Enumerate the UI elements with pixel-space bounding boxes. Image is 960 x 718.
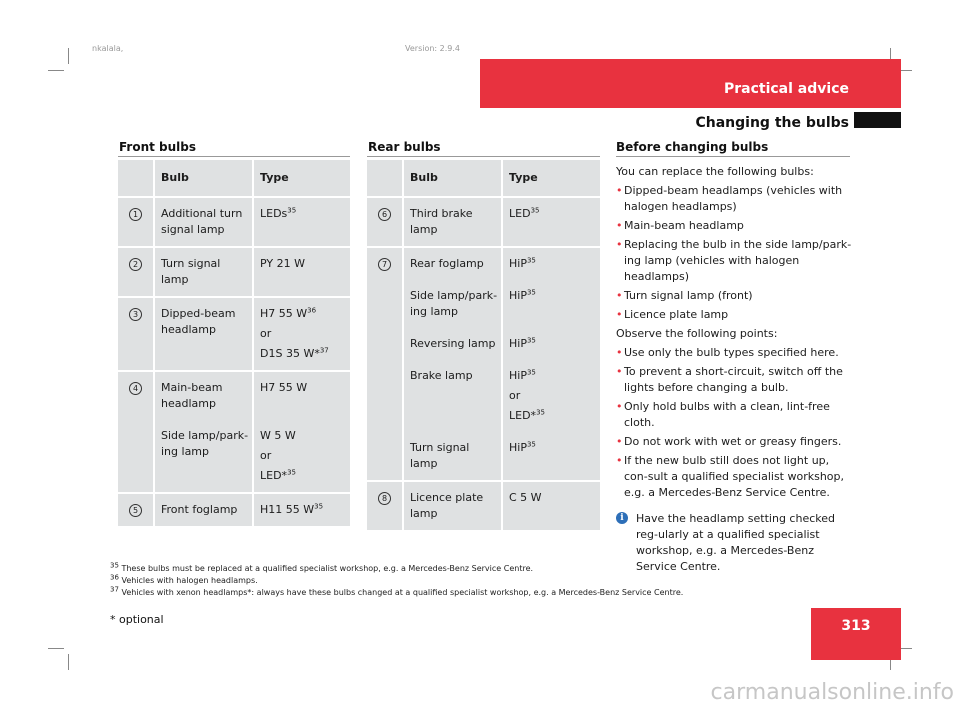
crop-mark [68, 654, 69, 670]
list-item: • Replacing the bulb in the side lamp/park-ing lamp (vehicles with halogen headlamps) [616, 237, 856, 285]
bulb-type-text: HiP [509, 257, 527, 270]
footnote-text: Vehicles with xenon headlamps*: always have these bulbs changed at a qualified specialist workshop, e.g. a Mercedes-Benz Service Centre. [118, 588, 684, 597]
chapter-marker [854, 112, 901, 128]
bulb-type-text: HiP [509, 289, 527, 302]
optional-note: * optional [110, 613, 164, 626]
table-row [367, 248, 600, 280]
row-number-cell [118, 298, 155, 372]
bulb-type-text: H11 55 W [260, 503, 315, 516]
bulb-name: headlamp [161, 397, 216, 410]
bulb-cell [155, 494, 254, 528]
observe-points-list [616, 345, 856, 501]
table-header-type: Type [254, 160, 350, 198]
bulb-type [260, 256, 349, 272]
footnote-number: 36 [110, 573, 119, 582]
footnote-text: Vehicles with halogen headlamps. [118, 576, 258, 585]
bulb-name: Third brake [410, 207, 473, 220]
type-cell [503, 328, 600, 360]
rear-bulbs-rule [367, 156, 600, 157]
bulb-type [260, 346, 349, 362]
bulb-type-text: HiP [509, 441, 527, 454]
footnote-ref: 35 [536, 408, 545, 417]
table-header-row [118, 160, 350, 198]
bulb-type-text: LED* [260, 469, 288, 482]
bulb-type-text: W 5 W [260, 429, 296, 442]
table-header-bulb: Bulb [404, 160, 503, 198]
bulb-cell [404, 280, 503, 328]
row-number-cell [118, 420, 155, 494]
bulb-type-text: H7 55 W [260, 307, 308, 320]
row-number: 4 [129, 382, 142, 395]
table-row [118, 248, 350, 298]
bulb-type [509, 440, 599, 456]
row-number: 2 [129, 258, 142, 271]
row-number-cell [367, 248, 404, 280]
bulb-name: lamp [410, 223, 438, 236]
rear-bulbs-table [367, 160, 600, 532]
bulb-type-text: or [260, 449, 272, 462]
bulb-type [260, 468, 349, 484]
table-row [367, 280, 600, 328]
bulb-cell [404, 482, 503, 532]
type-cell [254, 420, 350, 494]
footnote-number: 35 [110, 561, 119, 570]
bulb-name: Reversing lamp [410, 337, 496, 350]
watermark: carmanualsonline.info [710, 680, 954, 705]
footnote-ref: 35 [530, 206, 540, 215]
footnote-ref: 35 [526, 336, 536, 345]
row-number-cell [118, 372, 155, 420]
footnote-ref: 35 [526, 288, 536, 297]
before-changing-body [616, 164, 856, 575]
type-cell [503, 280, 600, 328]
bulb-name: Brake lamp [410, 369, 473, 382]
footnote-number: 37 [110, 585, 119, 594]
footnote-ref: 36 [307, 306, 317, 315]
bulb-type [260, 326, 349, 342]
bulb-name: signal lamp [161, 223, 225, 236]
bulb-name: Additional turn [161, 207, 243, 220]
footnote-ref: 37 [319, 346, 329, 355]
bulb-cell [404, 432, 503, 482]
row-number: 6 [378, 208, 391, 221]
row-number: 8 [378, 492, 391, 505]
page-number: 313 [841, 618, 871, 634]
info-text: Have the headlamp setting checked reg-ularly at a qualified specialist workshop, e.g. a Mercedes-Benz Service Centre. [636, 512, 835, 573]
table-row [367, 482, 600, 532]
bulb-type-text: or [509, 389, 521, 402]
row-number-cell [118, 198, 155, 248]
list-item: • Do not work with wet or greasy fingers. [616, 434, 856, 450]
table-header-number [118, 160, 155, 198]
footnote [110, 563, 870, 575]
page-number-block [811, 608, 901, 660]
meta-author: nkalala, [92, 44, 124, 53]
crop-mark [48, 70, 64, 71]
bulb-type [509, 256, 599, 272]
bulb-type-text: H7 55 W [260, 381, 308, 394]
bulb-name: Turn signal lamp [410, 441, 470, 470]
table-header-row [367, 160, 600, 198]
bulb-name: Side lamp/park- [161, 429, 249, 442]
row-number-cell [118, 248, 155, 298]
bulb-type [509, 206, 599, 222]
bulb-name: Turn signal lamp [161, 257, 221, 286]
bulb-cell [155, 372, 254, 420]
replaceable-bulbs-list [616, 183, 856, 323]
bulb-name: ing lamp [410, 305, 459, 318]
bulb-type [260, 306, 349, 322]
table-row [367, 360, 600, 432]
replace-intro: You can replace the following bulbs: [616, 165, 814, 178]
type-cell [503, 432, 600, 482]
front-bulbs-rule [118, 156, 350, 157]
footnote-ref: 35 [526, 440, 536, 449]
chapter-title: Changing the bulbs [695, 115, 849, 131]
table-row [367, 328, 600, 360]
bulb-cell [404, 328, 503, 360]
bulb-type-text: or [260, 327, 272, 340]
bulb-cell [404, 360, 503, 432]
bulb-type [260, 502, 349, 518]
front-bulbs-table [118, 160, 350, 528]
bulb-type [260, 428, 349, 444]
table-header-bulb: Bulb [155, 160, 254, 198]
crop-mark [48, 648, 64, 649]
before-changing-rule [616, 156, 850, 157]
footnote-ref: 35 [526, 368, 536, 377]
bulb-type [260, 380, 349, 396]
bulb-type [509, 388, 599, 404]
bulb-type [260, 206, 349, 222]
row-number-cell [367, 198, 404, 248]
type-cell [254, 248, 350, 298]
table-row [367, 198, 600, 248]
type-cell [254, 372, 350, 420]
bulb-type [509, 408, 599, 424]
row-number-cell [367, 360, 404, 432]
bulb-type-text: LEDs [260, 207, 288, 220]
list-item: • Licence plate lamp [616, 307, 856, 323]
bulb-cell [155, 420, 254, 494]
type-cell [503, 198, 600, 248]
bulb-type [509, 490, 599, 506]
table-row [118, 372, 350, 420]
bulb-name: Rear foglamp [410, 257, 484, 270]
footnotes [110, 563, 870, 599]
list-item: • To prevent a short-circuit, switch off the lights before changing a bulb. [616, 364, 856, 396]
table-header-number [367, 160, 404, 198]
bulb-name: lamp [410, 507, 438, 520]
row-number: 3 [129, 308, 142, 321]
bulb-cell [404, 198, 503, 248]
bulb-name: Main-beam [161, 381, 223, 394]
bulb-name: Side lamp/park- [410, 289, 498, 302]
front-bulbs-title: Front bulbs [119, 140, 197, 154]
bulb-type-text: LED [509, 207, 531, 220]
table-row [118, 420, 350, 494]
table-header-type: Type [503, 160, 600, 198]
bulb-name: Front foglamp [161, 503, 238, 516]
type-cell [503, 482, 600, 532]
bulb-type [509, 288, 599, 304]
table-row [118, 298, 350, 372]
row-number-cell [367, 280, 404, 328]
footnote [110, 575, 870, 587]
row-number-cell [367, 328, 404, 360]
before-changing-title: Before changing bulbs [616, 140, 769, 154]
bulb-type [509, 336, 599, 352]
bulb-type-text: PY 21 W [260, 257, 305, 270]
type-cell [503, 360, 600, 432]
footnote-ref: 35 [314, 502, 324, 511]
section-header-band [480, 59, 901, 108]
section-title: Practical advice [723, 81, 849, 97]
row-number-cell [118, 494, 155, 528]
list-item: • If the new bulb still does not light up, con-sult a qualified specialist workshop, e.g. a Mercedes-Benz Service Centre. [616, 453, 856, 501]
row-number: 7 [378, 258, 391, 271]
rear-bulbs-title: Rear bulbs [368, 140, 441, 154]
row-number: 1 [129, 208, 142, 221]
table-row [367, 432, 600, 482]
bulb-type-text: LED* [509, 409, 537, 422]
type-cell [503, 248, 600, 280]
list-item: • Main-beam headlamp [616, 218, 856, 234]
type-cell [254, 494, 350, 528]
footnote-ref: 35 [526, 256, 536, 265]
bulb-name: ing lamp [161, 445, 210, 458]
bulb-type [509, 368, 599, 384]
list-item: • Only hold bulbs with a clean, lint-free cloth. [616, 399, 856, 431]
bulb-type-text: D1S 35 W* [260, 347, 320, 360]
bulb-cell [155, 198, 254, 248]
footnote-ref: 35 [287, 468, 296, 477]
observe-intro: Observe the following points: [616, 327, 778, 340]
info-icon: i [616, 512, 628, 524]
table-row [118, 494, 350, 528]
bulb-type-text: C 5 W [509, 491, 542, 504]
footnote-text: These bulbs must be replaced at a qualified specialist workshop, e.g. a Mercedes-Benz Service Centre. [118, 564, 534, 573]
row-number-cell [367, 482, 404, 532]
list-item: • Dipped-beam headlamps (vehicles with halogen headlamps) [616, 183, 856, 215]
bulb-type [260, 448, 349, 464]
list-item: • Use only the bulb types specified here. [616, 345, 856, 361]
type-cell [254, 198, 350, 248]
bulb-name: Dipped-beam [161, 307, 236, 320]
footnote [110, 587, 870, 599]
bulb-type-text: HiP [509, 337, 527, 350]
bulb-name: Licence plate [410, 491, 484, 504]
table-row [118, 198, 350, 248]
bulb-cell [404, 248, 503, 280]
bulb-type-text: HiP [509, 369, 527, 382]
bulb-cell [155, 298, 254, 372]
list-item: • Turn signal lamp (front) [616, 288, 856, 304]
bulb-name: headlamp [161, 323, 216, 336]
bulb-cell [155, 248, 254, 298]
row-number: 5 [129, 504, 142, 517]
type-cell [254, 298, 350, 372]
meta-version: Version: 2.9.4 [405, 44, 461, 53]
row-number-cell [367, 432, 404, 482]
crop-mark [68, 48, 69, 64]
footnote-ref: 35 [287, 206, 297, 215]
